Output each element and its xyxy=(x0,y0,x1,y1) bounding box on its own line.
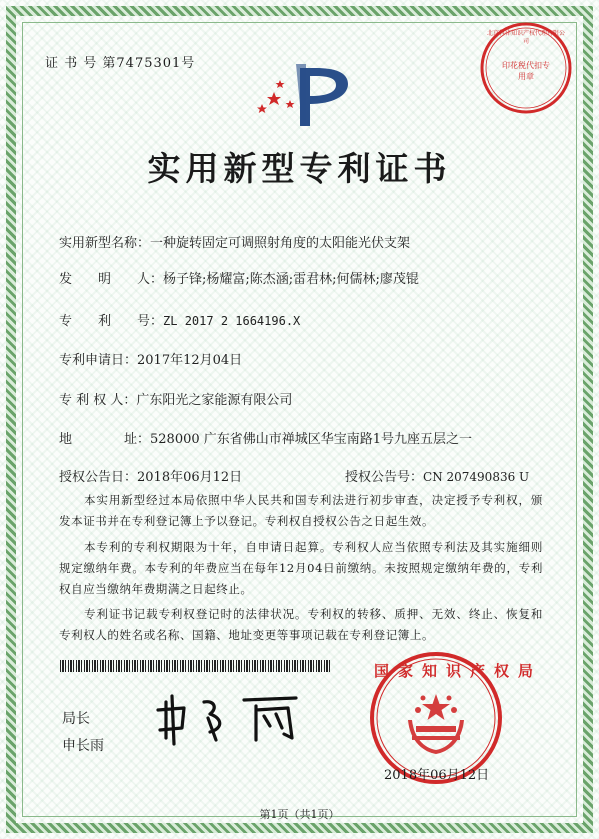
agency-stamp-inner-text: 印花税代扣专用章 xyxy=(502,61,550,81)
field-publication-number xyxy=(345,466,529,485)
field-patent-number xyxy=(59,310,300,329)
value-utility-model-name: 一种旋转固定可调照射角度的太阳能光伏支架 xyxy=(150,236,411,251)
certificate-number: 证 书 号 第7475301号 xyxy=(45,56,196,71)
value-publication-date: 2018年06月12日 xyxy=(137,470,243,485)
paragraph-grant: 本实用新型经过本局依照中华人民共和国专利法进行初步审查，决定授予专利权，颁发本证书并在专利登记簿上予以登记。专利权自授权公告之日起生效。 xyxy=(59,493,543,528)
field-inventors xyxy=(59,268,419,287)
page-title: 实用新型专利证书 xyxy=(147,149,452,188)
value-patentee: 广东阳光之家能源有限公司 xyxy=(136,393,293,408)
label-inventors: 发 明 人： xyxy=(59,272,164,287)
label-utility-model-name: 实用新型名称： xyxy=(59,236,151,251)
label-patent-number: 专 利 号： xyxy=(59,314,164,329)
value-address: 528000 广东省佛山市禅城区华宝南路1号九座五层之一 xyxy=(150,432,473,447)
field-application-date xyxy=(59,349,242,368)
director-signature xyxy=(152,688,322,748)
value-publication-number: CN 207490836 U xyxy=(423,470,530,484)
field-publication-date xyxy=(59,466,242,485)
label-publication-number: 授权公告号： xyxy=(345,470,424,485)
label-application-date: 专利申请日： xyxy=(59,353,138,368)
agency-stamp-ring-text: 北京科律知识产权代理有限公司 xyxy=(486,30,565,45)
field-patentee xyxy=(59,389,292,408)
director-title: 局长 xyxy=(62,711,90,727)
field-utility-model-name xyxy=(59,232,410,251)
paragraph-term: 本专利的专利权期限为十年，自申请日起算。专利权人应当依照专利法及其实施细则规定缴纳年费。本专利的年费应当在每年12月04日前缴纳。未按照规定缴纳年费的，专利权自应当缴纳年费期满之日起终止。 xyxy=(59,540,543,596)
agency-stamp xyxy=(478,20,574,116)
cnipa-logo-icon xyxy=(252,60,362,130)
field-address xyxy=(59,428,472,447)
value-patent-number: ZL 2017 2 1664196.X xyxy=(163,314,301,328)
value-inventors: 杨子锋;杨耀富;陈杰涵;雷君林;何儒林;廖茂锟 xyxy=(163,272,419,287)
value-application-date: 2017年12月04日 xyxy=(137,353,243,368)
director-name: 申长雨 xyxy=(62,738,104,754)
barcode xyxy=(60,660,330,672)
label-publication-date: 授权公告日： xyxy=(59,470,138,485)
paragraph-legal-status: 专利证书记载专利权登记时的法律状况。专利权的转移、质押、无效、终止、恢复和专利权人的姓名或名称、国籍、地址变更等事项记载在专利登记簿上。 xyxy=(59,607,543,642)
label-address: 地 址： xyxy=(59,432,151,447)
national-seal-text: 国家知识产权局 xyxy=(374,662,543,680)
page-footer: 第1页（共1页） xyxy=(259,808,340,821)
label-patentee: 专 利 权 人： xyxy=(59,393,137,408)
seal-date: 2018年06月12日 xyxy=(384,768,490,783)
